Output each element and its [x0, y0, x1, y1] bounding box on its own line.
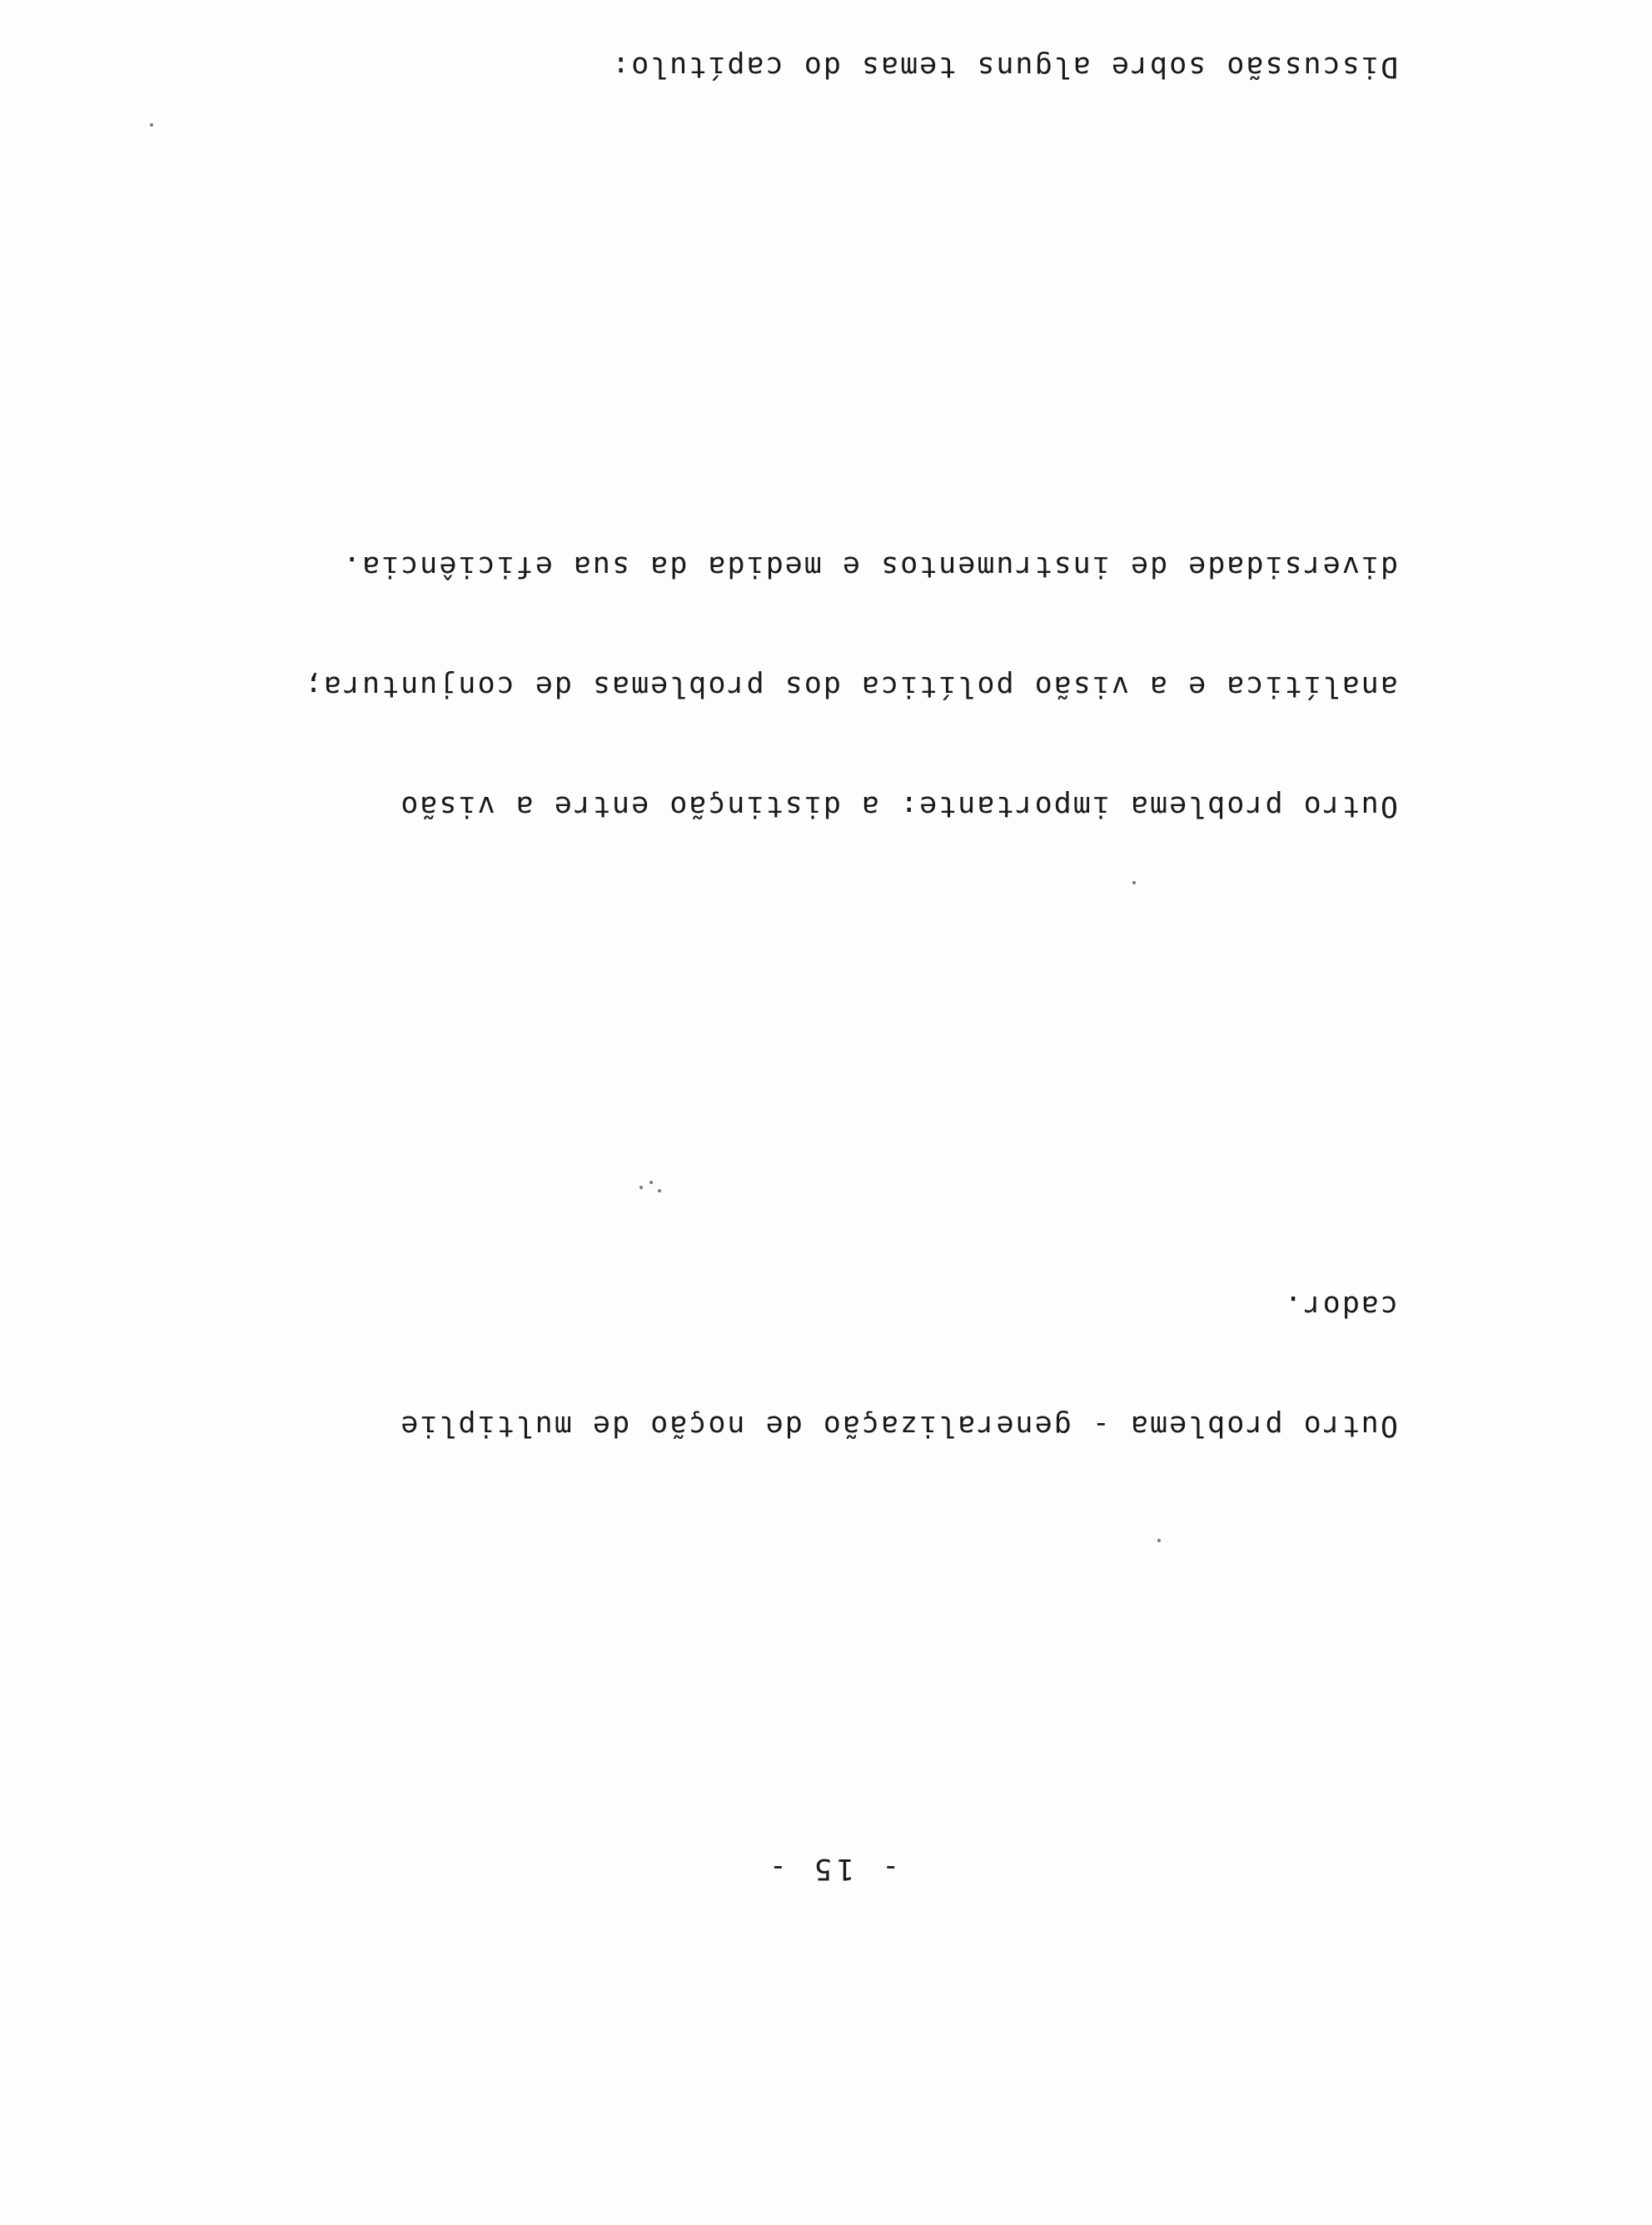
page-number: - 15 - [764, 1852, 900, 1885]
scan-speck [658, 1189, 661, 1192]
text-line: diversidade de instrumentos e medida da sua eficiência. [341, 550, 1398, 583]
scan-speck [1157, 1539, 1161, 1542]
scan-speck [639, 1186, 643, 1189]
paragraph-analytic-political [132, 466, 1398, 906]
text-line: Outro problema importante: a distinção entre a visão [399, 789, 1398, 823]
paragraph-discussion [132, 0, 1398, 167]
text-line: Outro problema - generalização de noção de multiplie [399, 1409, 1398, 1442]
text-line: analítica e a visão política dos problemas de conjuntura; [302, 669, 1398, 703]
scan-speck [150, 123, 153, 127]
paragraph-multiplier [132, 1206, 1398, 1526]
page-content [132, 0, 1398, 2008]
scan-speck [1132, 881, 1136, 884]
text-line: cador. [1282, 1289, 1398, 1322]
scan-speck [649, 1181, 653, 1184]
text-line: Discussão sobre alguns temas do capítulo: [610, 50, 1398, 83]
